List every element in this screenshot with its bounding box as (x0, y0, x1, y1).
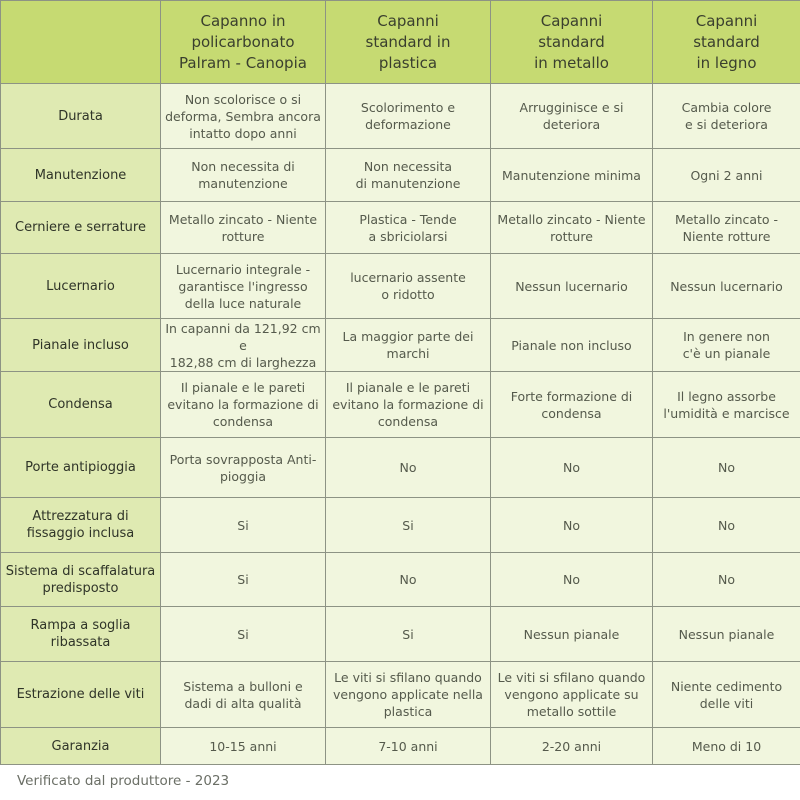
table-cell: Si (326, 607, 491, 662)
row-label: Attrezzatura di fissaggio inclusa (1, 498, 161, 553)
table-cell: Nessun lucernario (491, 254, 653, 319)
table-cell: No (491, 438, 653, 498)
table-row (1, 149, 800, 202)
table-cell: Sistema a bulloni e dadi di alta qualità (161, 662, 326, 728)
row-label: Condensa (1, 372, 161, 438)
table-cell: Arrugginisce e si deteriora (491, 84, 653, 149)
table-cell: Si (326, 498, 491, 553)
table-row (1, 728, 800, 765)
table-cell: Il pianale e le pareti evitano la formazione di condensa (161, 372, 326, 438)
table-row (1, 607, 800, 662)
table-row (1, 662, 800, 728)
footer-note: Verificato dal produttore - 2023 (17, 773, 230, 789)
table-cell: Si (161, 553, 326, 607)
table-cell: 7-10 anni (326, 728, 491, 765)
table-cell: Nessun pianale (491, 607, 653, 662)
row-label: Rampa a soglia ribassata (1, 607, 161, 662)
table-cell: No (653, 553, 800, 607)
table-cell: Il pianale e le pareti evitano la formazione di condensa (326, 372, 491, 438)
table-cell: lucernario assente o ridotto (326, 254, 491, 319)
table-cell: Meno di 10 (653, 728, 800, 765)
table-cell: Niente cedimento delle viti (653, 662, 800, 728)
row-label: Manutenzione (1, 149, 161, 202)
table-cell: In capanni da 121,92 cm e 182,88 cm di larghezza (161, 319, 326, 372)
table-cell: Si (161, 607, 326, 662)
row-label: Pianale incluso (1, 319, 161, 372)
row-label: Garanzia (1, 728, 161, 765)
table-row (1, 84, 800, 149)
header-row (1, 1, 800, 84)
row-label: Estrazione delle viti (1, 662, 161, 728)
row-label: Durata (1, 84, 161, 149)
table-cell: Metallo zincato - Niente rotture (161, 202, 326, 254)
table-cell: No (326, 438, 491, 498)
table-cell: Il legno assorbe l'umidità e marcisce (653, 372, 800, 438)
table-cell: No (491, 553, 653, 607)
table-cell: Metallo zincato - Niente rotture (653, 202, 800, 254)
table-row (1, 438, 800, 498)
table-cell: Ogni 2 anni (653, 149, 800, 202)
table-cell: Cambia colore e si deteriora (653, 84, 800, 149)
table-row (1, 319, 800, 372)
table-cell: 10-15 anni (161, 728, 326, 765)
row-label: Porte antipioggia (1, 438, 161, 498)
table-cell: Forte formazione di condensa (491, 372, 653, 438)
table-row (1, 498, 800, 553)
table-cell: Non scolorisce o si deforma, Sembra ancora intatto dopo anni (161, 84, 326, 149)
table-cell: Non necessita di manutenzione (326, 149, 491, 202)
header-corner (1, 1, 161, 84)
table-cell: Si (161, 498, 326, 553)
table-cell: Porta sovrapposta Anti- pioggia (161, 438, 326, 498)
column-header: Capanni standard in plastica (326, 1, 491, 84)
table-row (1, 553, 800, 607)
table-cell: Non necessita di manutenzione (161, 149, 326, 202)
column-header: Capanni standard in metallo (491, 1, 653, 84)
table-cell: Le viti si sfilano quando vengono applicate nella plastica (326, 662, 491, 728)
table-cell: La maggior parte dei marchi (326, 319, 491, 372)
table-row (1, 202, 800, 254)
table-cell: Scolorimento e deformazione (326, 84, 491, 149)
table-cell: 2-20 anni (491, 728, 653, 765)
table-row (1, 254, 800, 319)
column-header: Capanno in policarbonato Palram - Canopia (161, 1, 326, 84)
row-label: Lucernario (1, 254, 161, 319)
table-cell: In genere non c'è un pianale (653, 319, 800, 372)
table-cell: Manutenzione minima (491, 149, 653, 202)
table-cell: Plastica - Tende a sbriciolarsi (326, 202, 491, 254)
table-cell: Pianale non incluso (491, 319, 653, 372)
table-cell: No (653, 438, 800, 498)
table-cell: No (326, 553, 491, 607)
table-cell: Le viti si sfilano quando vengono applicate su metallo sottile (491, 662, 653, 728)
table-cell: Lucernario integrale - garantisce l'ingresso della luce naturale (161, 254, 326, 319)
table-cell: Metallo zincato - Niente rotture (491, 202, 653, 254)
table-cell: Nessun pianale (653, 607, 800, 662)
column-header: Capanni standard in legno (653, 1, 800, 84)
table-cell: No (491, 498, 653, 553)
table-cell: No (653, 498, 800, 553)
row-label: Cerniere e serrature (1, 202, 161, 254)
row-label: Sistema di scaffalatura predisposto (1, 553, 161, 607)
table-row (1, 372, 800, 438)
table-cell: Nessun lucernario (653, 254, 800, 319)
